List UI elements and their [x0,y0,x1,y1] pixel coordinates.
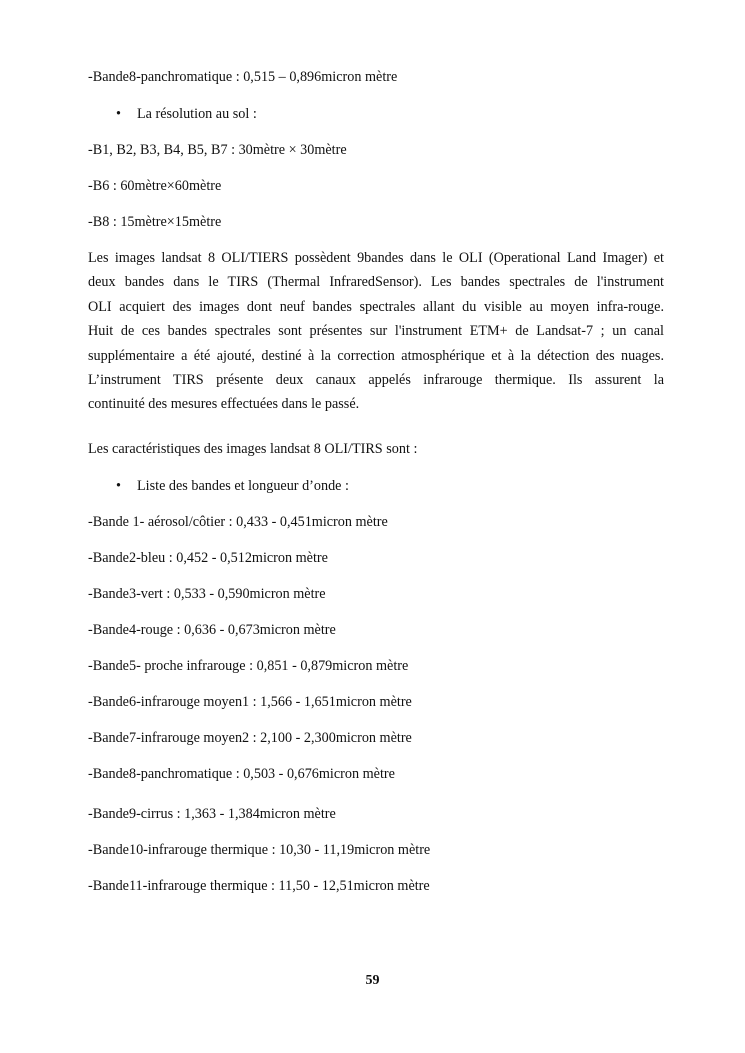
resolution-line: -B1, B2, B3, B4, B5, B7 : 30mètre × 30mètre [88,142,347,158]
band-line: -Bande5- proche infrarouge : 0,851 - 0,879micron mètre [88,658,409,674]
resolution-line: -B6 : 60mètre×60mètre [88,178,222,194]
band-line: -Bande11-infrarouge thermique : 11,50 - 12,51micron mètre [88,878,430,894]
paragraph-line: OLI acquiert des images dont neuf bandes spectrales allant du visible au moyen infra-rouge. [88,299,664,315]
paragraph-line: L’instrument TIRS présente deux canaux appelés infrarouge thermique. Ils assurent la [88,372,664,388]
intro-line: Les caractéristiques des images landsat 8 OLI/TIRS sont : [88,441,418,457]
paragraph-line: Huit de ces bandes spectrales sont présentes sur l'instrument ETM+ de Landsat-7 ; un canal [88,323,664,339]
paragraph-line: supplémentaire a été ajouté, destiné à la correction atmosphérique et à la détection des nuages. [88,348,664,364]
resolution-line: -B8 : 15mètre×15mètre [88,214,222,230]
band-line: -Bande3-vert : 0,533 - 0,590micron mètre [88,586,326,602]
paragraph-line: deux bandes dans le TIRS (Thermal InfraredSensor). Les bandes spectrales de l'instrument [88,274,664,290]
band-line: -Bande6-infrarouge moyen1 : 1,566 - 1,651micron mètre [88,694,412,710]
bullet-text: Liste des bandes et longueur d’onde : [137,478,349,494]
page-number: 59 [365,973,380,988]
paragraph-line: continuité des mesures effectuées dans le passé. [88,396,360,412]
band-line: -Bande10-infrarouge thermique : 10,30 - 11,19micron mètre [88,842,431,858]
band8-panchromatic-line: -Bande8-panchromatique : 0,515 – 0,896micron mètre [88,69,398,85]
bullet-icon: • [116,478,121,494]
band-line: -Bande2-bleu : 0,452 - 0,512micron mètre [88,550,328,566]
band-line: -Bande 1- aérosol/côtier : 0,433 - 0,451micron mètre [88,514,388,530]
band-line: -Bande4-rouge : 0,636 - 0,673micron mètre [88,622,336,638]
paragraph-line: Les images landsat 8 OLI/TIERS possèdent 9bandes dans le OLI (Operational Land Imager) et [88,250,664,266]
band-line: -Bande9-cirrus : 1,363 - 1,384micron mètre [88,806,336,822]
band-line: -Bande7-infrarouge moyen2 : 2,100 - 2,300micron mètre [88,730,412,746]
bullet-icon: • [116,106,121,122]
bullet-text: La résolution au sol : [137,106,257,122]
band-line: -Bande8-panchromatique : 0,503 - 0,676micron mètre [88,766,395,782]
